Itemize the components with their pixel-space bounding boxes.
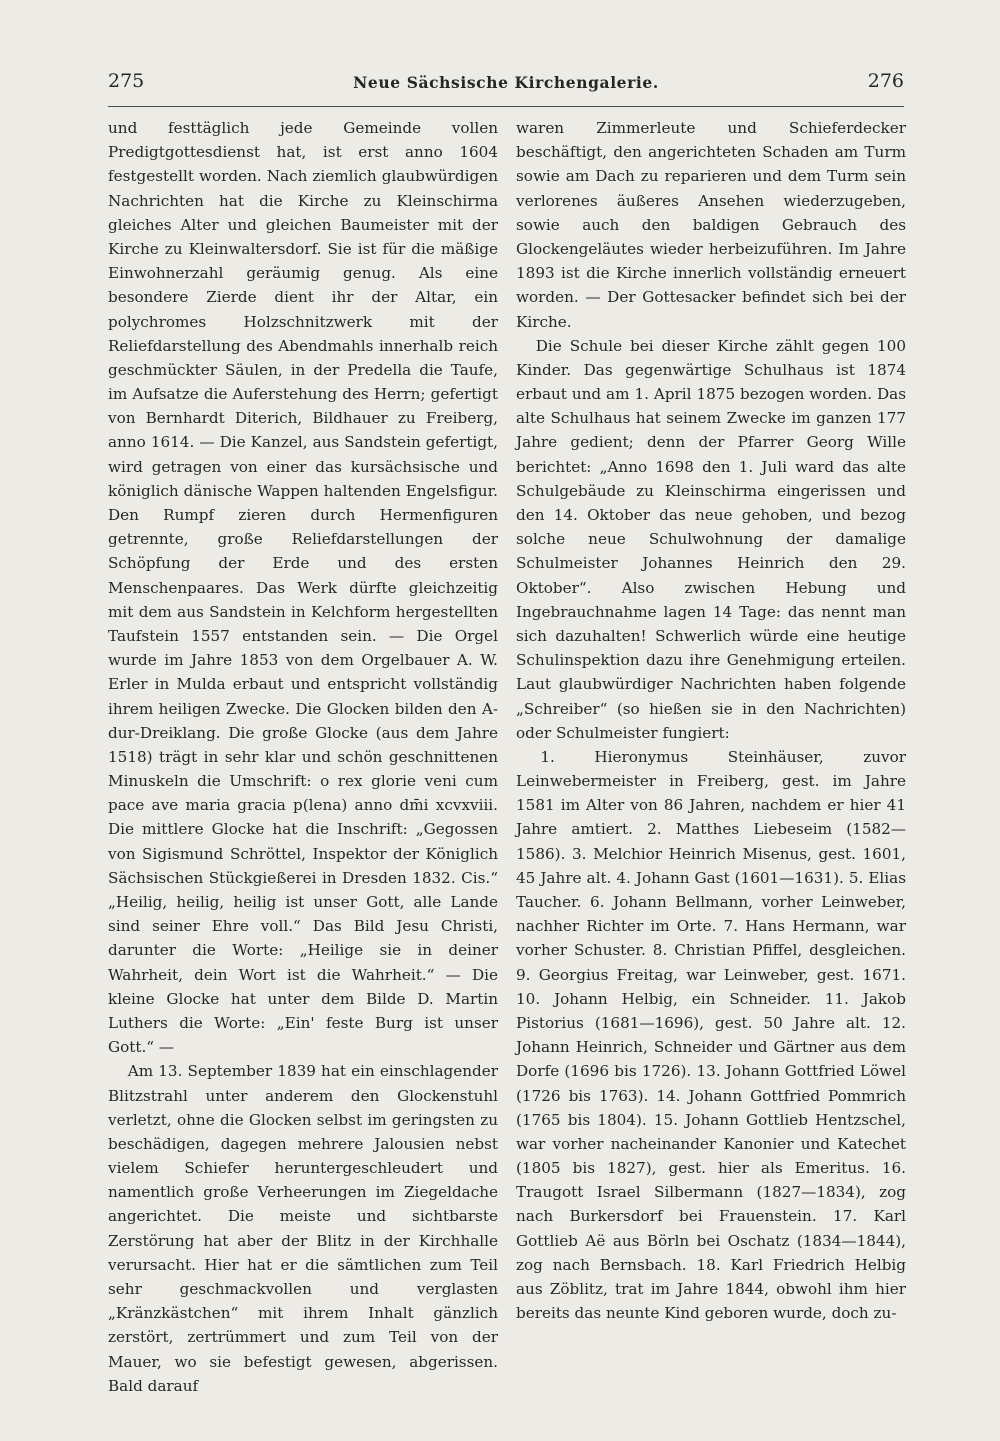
page-number-right: 276 xyxy=(867,70,904,92)
left-column xyxy=(108,116,498,1398)
paragraph-repairs: waren Zimmerleute und Schieferdecker beschäftigt, den angerichteten Schaden am Turm sowie am Dach zu reparieren und dem Turm sein verlorenes äußeres Ansehen wiederzugeben, sowie auch den baldigen Gebrauch des Glockengeläutes wieder herbeizuführen. Im Jahre 1893 ist die Kirche innerlich vollständig erneuert worden. — Der Gottesacker befindet sich bei der Kirche. xyxy=(516,119,906,331)
page-number-left: 275 xyxy=(108,70,145,92)
page-header xyxy=(108,66,904,107)
right-column xyxy=(516,116,906,1325)
paragraph-church-description: und festtäglich jede Gemeinde vollen Predigtgottesdienst hat, ist erst anno 1604 festgestellt worden. Nach ziemlich glaubwürdigen Nachrichten hat die Kirche zu Kleinschirma gleiches Alter und gleichen Baumeister mit der Kirche zu Kleinwaltersdorf. Sie ist für die mäßige Einwohnerzahl geräumig genug. Als eine besondere Zierde dient ihr der Altar, ein polychromes Holzschnitzwerk mit der Reliefdarstellung des Abendmahls innerhalb reich geschmückter Säulen, in der Predella die Taufe, im Aufsatze die Auferstehung des Herrn; gefertigt von Bernhardt Diterich, Bildhauer zu Freiberg, anno 1614. — Die Kanzel, aus Sandstein gefertigt, wird getragen von einer das kursächsische und königlich dänische Wappen haltenden Engelsfigur. Den Rumpf zieren durch Hermenfiguren getrennte, große Reliefdarstellungen der Schöpfung der Erde und des ersten Menschenpaares. Das Werk dürfte gleichzeitig mit dem aus Sandstein in Kelchform hergestellten Taufstein 1557 entstanden sein. — Die Orgel wurde im Jahre 1853 von dem Orgelbauer A. W. Erler in Mulda erbaut und entspricht vollständig ihrem heiligen Zwecke. Die Glocken bilden den A-dur-Dreiklang. Die große Glocke (aus dem Jahre 1518) trägt in sehr klar und schön geschnittenen Minuskeln die Umschrift: o rex glorie veni cum pace ave maria gracia p(lena) anno dm̄i xcvxviii. Die mittlere Glocke hat die Inschrift: „Gegossen von Sigismund Schröttel, Inspektor der Königlich Sächsischen Stückgießerei in Dresden 1832. Cis.“ „Heilig, heilig, heilig ist unser Gott, alle Lande sind seiner Ehre voll.“ Das Bild Jesu Christi, darunter die Worte: „Heilige sie in deiner Wahrheit, dein Wort ist die Wahrheit.“ — Die kleine Glocke hat unter dem Bilde D. Martin Luthers die Worte: „Ein' feste Burg ist unser Gott.“ — xyxy=(108,119,498,1057)
paragraph-schoolmaster-list: 1. Hieronymus Steinhäuser, zuvor Leinwebermeister in Freiberg, gest. im Jahre 1581 im Alter von 86 Jahren, nachdem er hier 41 Jahre amtiert. 2. Matthes Liebeseim (1582—1586). 3. Melchior Heinrich Misenus, gest. 1601, 45 Jahre alt. 4. Johann Gast (1601—1631). 5. Elias Taucher. 6. Johann Bellmann, vorher Leinweber, nachher Richter im Orte. 7. Hans Hermann, war vorher Schuster. 8. Christian Pfiffel, desgleichen. 9. Georgius Freitag, war Leinweber, gest. 1671. 10. Johann Helbig, ein Schneider. 11. Jakob Pistorius (1681—1696), gest. 50 Jahre alt. 12. Johann Heinrich, Schneider und Gärtner aus dem Dorfe (1696 bis 1726). 13. Johann Gottfried Löwel (1726 bis 1763). 14. Johann Gottfried Pommrich (1765 bis 1804). 15. Johann Gottlieb Hentzschel, war vorher nacheinander Kanonier und Katechet (1805 bis 1827), gest. hier als Emeritus. 16. Traugott Israel Silbermann (1827—1834), zog nach Burkersdorf bei Frauenstein. 17. Karl Gottlieb Aë aus Börln bei Oschatz (1834—1844), zog nach Bernsbach. 18. Karl Friedrich Helbig aus Zöblitz, trat im Jahre 1844, obwohl ihm hier bereits das neunte Kind geboren wurde, doch zu- xyxy=(516,747,906,1323)
paragraph-lightning-1839: Am 13. September 1839 hat ein einschlagender Blitzstrahl unter anderem den Glockenstuhl verletzt, ohne die Glocken selbst im geringsten zu beschädigen, dagegen mehrere Jalousien nebst vielem Schiefer heruntergeschleudert und namentlich große Verheerungen im Ziegeldache angerichtet. Die meiste und sichtbarste Zerstörung hat aber der Blitz in der Kirchhalle verursacht. Hier hat er die sämtlichen zum Teil sehr geschmackvollen und verglasten „Kränzkästchen“ mit ihrem Inhalt gänzlich zerstört, zertrümmert und zum Teil von der Mauer, wo sie befestigt gewesen, abgerissen. Bald darauf xyxy=(108,1062,498,1395)
paragraph-school: Die Schule bei dieser Kirche zählt gegen 100 Kinder. Das gegenwärtige Schulhaus ist 1874 erbaut und am 1. April 1875 bezogen worden. Das alte Schulhaus hat seinem Zwecke im ganzen 177 Jahre gedient; denn der Pfarrer Georg Wille berichtet: „Anno 1698 den 1. Juli ward das alte Schulgebäude zu Kleinschirma eingerissen und den 14. Oktober das neue gehoben, und bezog solche neue Schulwohnung der damalige Schulmeister Johannes Heinrich den 29. Oktober“. Also zwischen Hebung und Ingebrauchnahme lagen 14 Tage: das nennt man sich dazuhalten! Schwerlich würde eine heutige Schulinspektion dazu ihre Genehmigung erteilen. Laut glaubwürdiger Nachrichten haben folgende „Schreiber“ (so hießen sie in den Nachrichten) oder Schulmeister fungiert: xyxy=(516,336,906,742)
running-title: Neue Sächsische Kirchengalerie. xyxy=(353,73,659,92)
